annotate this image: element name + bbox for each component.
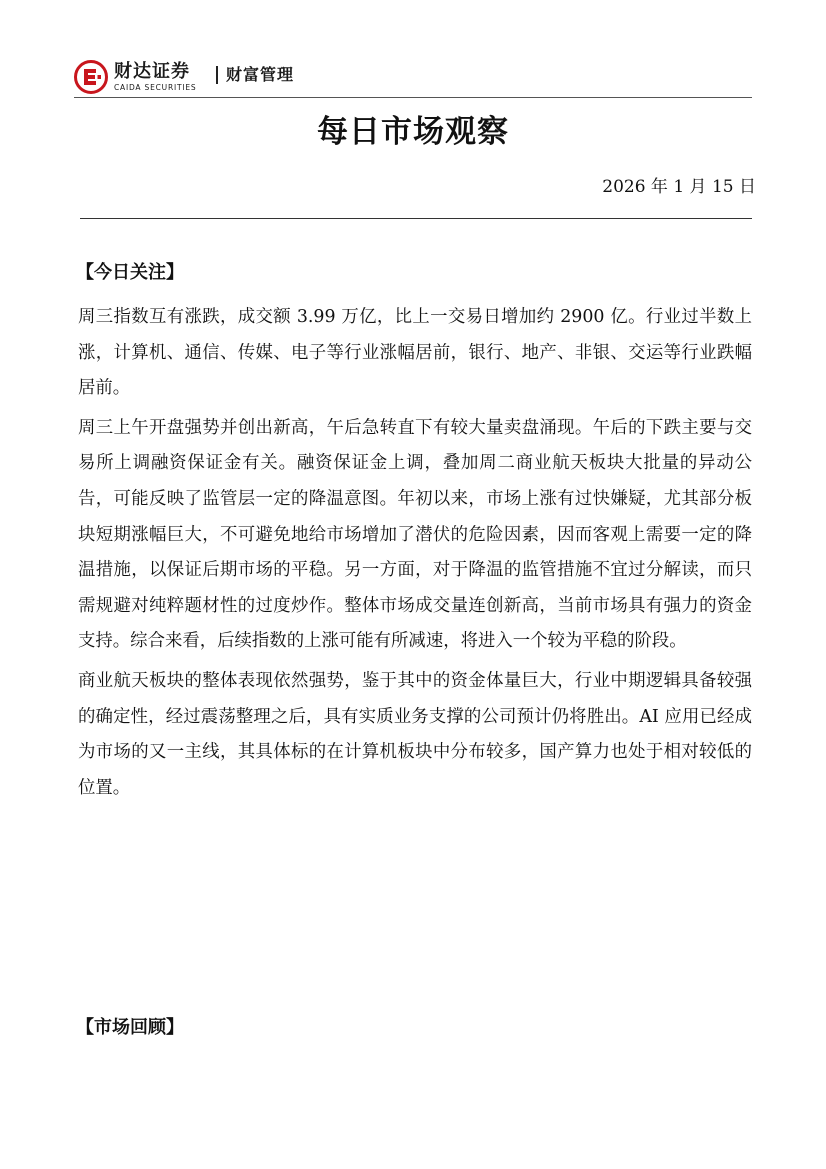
paragraph: 周三上午开盘强势并创出新高，午后急转直下有较大量卖盘涌现。午后的下跌主要与交易所上调融资保证金有关。融资保证金上调，叠加周二商业航天板块大批量的异动公告，可能反映了监管层一定的降温意图。年初以来，市场上涨有过快嫌疑，尤其部分板块短期涨幅巨大，不可避免地给市场增加了潜伏的危险因素，因而客观上需要一定的降温措施，以保证后期市场的平稳。另一方面，对于降温的监管措施不宜过分解读，而只需规避对纯粹题材性的过度炒作。整体市场成交量连创新高，当前市场具有强力的资金支持。综合来看，后续指数的上涨可能有所减速，将进入一个较为平稳的阶段。: [78, 417, 752, 652]
paragraph: 商业航天板块的整体表现依然强势，鉴于其中的资金体量巨大，行业中期逻辑具备较强的确定性，经过震荡整理之后，具有实质业务支撑的公司预计仍将胜出。AI 应用已经成为市场的又一主线，其具体标的在计算机板块中分布较多，国产算力也处于相对较低的位置。: [78, 670, 752, 798]
date-divider: [80, 218, 752, 219]
report-date: 2026 年 1 月 15 日: [602, 177, 756, 197]
caida-logo-icon: [74, 60, 108, 94]
section-heading-market-review: 【市场回顾】: [76, 1017, 184, 1038]
today-focus-body: [78, 300, 752, 806]
sub-brand: 财富管理: [226, 65, 295, 84]
header-divider: [74, 97, 752, 98]
paragraph: 周三指数互有涨跌，成交额 3.99 万亿，比上一交易日增加约 2900 亿。行业过半数上涨，计算机、通信、传媒、电子等行业涨幅居前，银行、地产、非银、交运等行业跌幅居前。: [78, 307, 752, 399]
brand-separator: [216, 66, 218, 84]
page-header: [74, 58, 752, 98]
section-heading-today-focus: 【今日关注】: [76, 262, 184, 283]
page-title: 每日市场观察: [317, 114, 509, 150]
brand-name: 财达证券: [114, 61, 190, 82]
brand-english-name: CAIDA SECURITIES: [114, 83, 197, 92]
